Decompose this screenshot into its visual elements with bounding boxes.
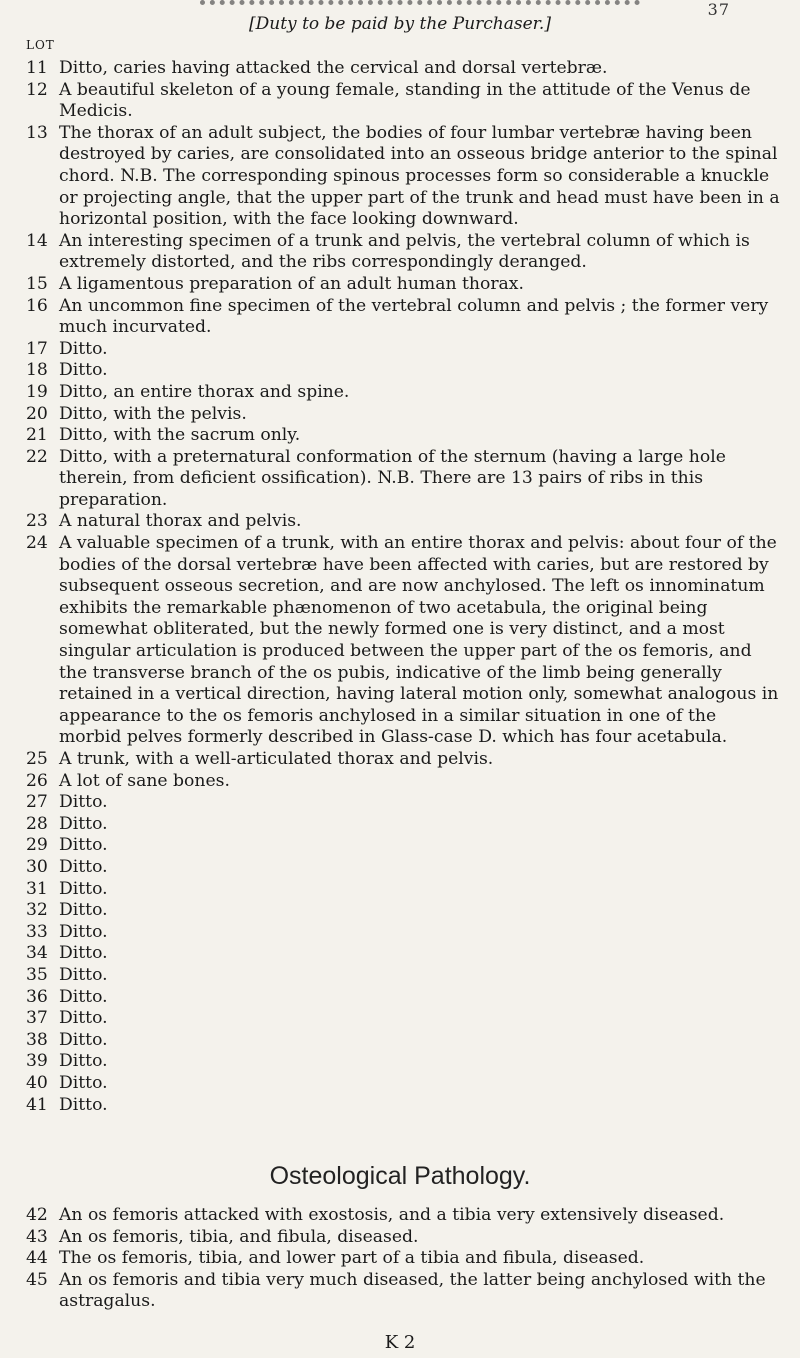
lot-entry — [26, 792, 782, 814]
lot-description: Ditto. — [59, 878, 108, 899]
section-title: Osteological Pathology. — [269, 1162, 531, 1190]
lot-entry — [26, 511, 782, 533]
lot-description: Ditto. — [59, 856, 108, 877]
lot-description: Ditto. — [59, 986, 108, 1007]
lot-description: An uncommon fine specimen of the vertebral column and pelvis ; the former very much incurvated. — [59, 295, 769, 338]
lot-number: 38 — [26, 1029, 48, 1050]
lot-entry — [26, 274, 782, 296]
lot-number: 36 — [26, 986, 48, 1007]
cropped-top-line — [200, 0, 640, 12]
lot-description: Ditto. — [59, 813, 108, 834]
lot-number: 18 — [26, 360, 48, 381]
lot-number: 29 — [26, 835, 48, 856]
lot-number: 27 — [26, 792, 48, 813]
lot-description: Ditto. — [59, 338, 108, 359]
lot-number: 15 — [26, 273, 48, 294]
lot-number: 22 — [26, 446, 48, 467]
lot-entry — [26, 771, 782, 793]
lot-entry — [26, 1205, 782, 1227]
lot-number: 19 — [26, 381, 48, 402]
lot-description: Ditto. — [59, 943, 108, 964]
lot-entry — [26, 857, 782, 879]
lot-description: A beautiful skeleton of a young female, standing in the attitude of the Venus de Medicis. — [59, 79, 751, 122]
lot-entry — [26, 296, 782, 339]
lot-number: 43 — [26, 1226, 48, 1247]
lot-entry — [26, 1270, 782, 1313]
lot-entry — [26, 1227, 782, 1249]
lot-number: 24 — [26, 533, 48, 554]
lot-description: A lot of sane bones. — [59, 770, 230, 791]
lot-description: Ditto. — [59, 360, 108, 381]
lot-entry — [26, 404, 782, 426]
lot-description: Ditto, an entire thorax and spine. — [59, 381, 350, 402]
lot-description: The os femoris, tibia, and lower part of a tibia and fibula, diseased. — [59, 1248, 645, 1269]
lot-entry — [26, 382, 782, 404]
lot-entry — [26, 80, 782, 123]
lot-description: Ditto. — [59, 1094, 108, 1115]
lot-description: Ditto. — [59, 1072, 108, 1093]
lot-description: An os femoris, tibia, and fibula, diseased. — [59, 1226, 419, 1247]
lot-number: 11 — [26, 58, 48, 78]
lot-number: 35 — [26, 964, 48, 985]
lot-number: 42 — [26, 1205, 48, 1225]
duty-note: [Duty to be paid by the Purchaser.] — [249, 14, 551, 34]
lot-description: Ditto. — [59, 1029, 108, 1050]
lot-number: 30 — [26, 856, 48, 877]
lot-entry — [26, 749, 782, 771]
signature-mark: K 2 — [384, 1332, 416, 1353]
lot-entry — [26, 447, 782, 512]
lot-number: 25 — [26, 749, 48, 769]
lot-entry — [26, 1051, 782, 1073]
lot-entry — [26, 835, 782, 857]
lot-description: Ditto. — [59, 900, 108, 921]
lot-number: 12 — [26, 79, 48, 100]
lot-description: An os femoris attacked with exostosis, and a tibia very extensively diseased. — [59, 1205, 725, 1225]
lot-entry — [26, 231, 782, 274]
lot-number: 44 — [26, 1248, 48, 1269]
lot-list — [26, 58, 782, 1116]
lot-number: 32 — [26, 900, 48, 921]
lot-number: 21 — [26, 425, 48, 446]
lot-description: A natural thorax and pelvis. — [59, 511, 302, 532]
lot-entry — [26, 965, 782, 987]
lot-description: A valuable specimen of a trunk, with an entire thorax and pelvis: about four of the bodies of the dorsal vertebræ have been affected with caries, but are restored by subsequent osseous secretion, and are now anchylosed. The left os innominatum exhibits the remarkable phænomenon of two acetabula, the original being somewhat obliterated, but the newly formed one is very distinct, and a most singular articulation is produced between the upper part of the os femoris, and the transverse branch of the os pubis, indicative of the limb being generally retained in a vertical direction, having lateral motion only, somewhat analogous in appearance to the os femoris anchylosed in a similar situation in one of the morbid pelves formerly described in Glass-case D. which has four acetabula. — [59, 533, 779, 748]
lot-number: 34 — [26, 943, 48, 964]
lot-entry — [26, 58, 782, 80]
lot-number: 33 — [26, 921, 48, 942]
lot-number: 26 — [26, 770, 48, 791]
lot-entry — [26, 943, 782, 965]
lot-entry — [26, 1095, 782, 1117]
lot-description: Ditto, caries having attacked the cervical and dorsal vertebræ. — [59, 58, 608, 78]
lot-number: 14 — [26, 230, 48, 251]
lot-entry — [26, 900, 782, 922]
lot-number: 39 — [26, 1051, 48, 1072]
lot-description: Ditto, with a preternatural conformation of the sternum (having a large hole therein, from deficient ossification). N.B. There are 13 pairs of ribs in this preparation. — [59, 446, 726, 510]
lot-entry — [26, 987, 782, 1009]
lot-entry — [26, 339, 782, 361]
lot-description: An interesting specimen of a trunk and pelvis, the vertebral column of which is extremely distorted, and the ribs correspondingly deranged. — [59, 230, 750, 273]
lot-number: 13 — [26, 122, 48, 143]
lot-description: Ditto, with the sacrum only. — [59, 425, 301, 446]
lot-number: 31 — [26, 878, 48, 899]
lot-entry — [26, 879, 782, 901]
lot-description: The thorax of an adult subject, the bodies of four lumbar vertebræ having been destroyed by caries, are consolidated into an osseous bridge anterior to the spinal chord. N.B. The corresponding spinous processes form so considerable a knuckle or projecting angle, that the upper part of the trunk and head must have been in a horizontal position, with the face looking downward. — [59, 122, 780, 230]
page-number: 37 — [707, 0, 730, 19]
lot-entry — [26, 1030, 782, 1052]
lot-entry — [26, 1248, 782, 1270]
lot-description: Ditto. — [59, 792, 108, 813]
lot-number: 40 — [26, 1072, 48, 1093]
lot-description: Ditto. — [59, 921, 108, 942]
lot-number: 28 — [26, 813, 48, 834]
lot-entry — [26, 814, 782, 836]
lot-entry — [26, 1073, 782, 1095]
lot-entry — [26, 360, 782, 382]
lot-entry — [26, 922, 782, 944]
lot-entry — [26, 1008, 782, 1030]
lot-description: A ligamentous preparation of an adult human thorax. — [59, 273, 524, 294]
lot-entry — [26, 533, 782, 749]
lot-description: Ditto. — [59, 835, 108, 856]
lot-number: 16 — [26, 295, 48, 316]
lot-description: Ditto. — [59, 1051, 108, 1072]
lot-number: 23 — [26, 511, 48, 532]
lot-number: 37 — [26, 1008, 48, 1029]
lot-description: Ditto. — [59, 964, 108, 985]
lot-description: A trunk, with a well-articulated thorax and pelvis. — [59, 749, 494, 769]
lot-number: 41 — [26, 1094, 48, 1115]
pathology-lot-list — [26, 1205, 782, 1313]
lot-description: An os femoris and tibia very much diseased, the latter being anchylosed with the astragalus. — [59, 1269, 766, 1312]
lot-number: 17 — [26, 338, 48, 359]
lot-description: Ditto. — [59, 1008, 108, 1029]
lot-column-header: LOT — [26, 38, 55, 52]
lot-entry — [26, 123, 782, 231]
lot-entry — [26, 425, 782, 447]
lot-description: Ditto, with the pelvis. — [59, 403, 247, 424]
lot-number: 45 — [26, 1269, 48, 1290]
lot-number: 20 — [26, 403, 48, 424]
